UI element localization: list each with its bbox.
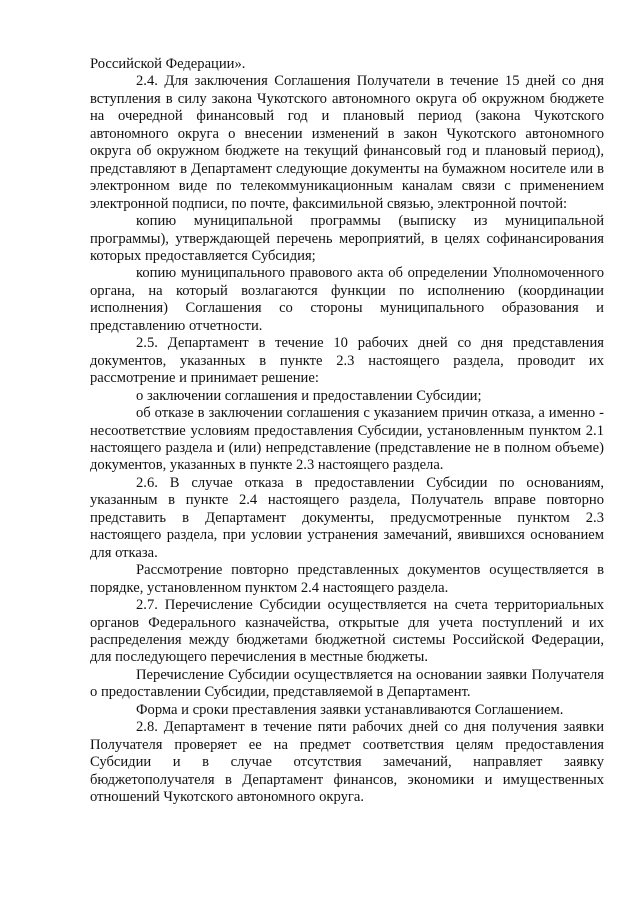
paragraph-program-copy: копию муниципальной программы (выписку из муниципальной программы), утверждающей перечень мероприятий, в целях софинансирования которых предоставляется Субсидия; xyxy=(90,213,604,264)
paragraph-2-5: 2.5. Департамент в течение 10 рабочих дней со дня представления документов, указанных в пункте 2.3 настоящего раздела, проводит их рассмотрение и принимает решение: xyxy=(90,335,604,387)
paragraph-continuation: Российской Федерации». xyxy=(90,56,246,72)
paragraph-decision-refuse: об отказе в заключении соглашения с указанием причин отказа, а именно - несоответствие условиям предоставления Субсидии, установленным пунктом 2.1 настоящего раздела и (или) непредставление (представление не в полном объеме) документов, указанных в пункте 2.3 настоящего раздела. xyxy=(90,405,604,474)
paragraph-request-form: Форма и сроки преставления заявки устанавливаются Соглашением. xyxy=(136,701,564,718)
paragraph-decision-approve: о заключении соглашения и предоставлении Субсидии; xyxy=(136,387,482,404)
paragraph-2-7: 2.7. Перечисление Субсидии осуществляется на счета территориальных органов Федерального казначейства, открытые для учета поступлений и их распределения между бюджетами бюджетной системы Российской Федерации, для последующего перечисления в местные бюджеты. xyxy=(90,597,604,666)
paragraph-2-8: 2.8. Департамент в течение пяти рабочих дней со дня получения заявки Получателя проверяет ее на предмет соответствия целям предоставления Субсидии и в случае отсутствия замечаний, направляет заявку бюджетополучателя в Департамент финансов, экономики и имущественных отношений Чукотского автономного округа. xyxy=(90,719,604,806)
paragraph-transfer-request: Перечисление Субсидии осуществляется на основании заявки Получателя о предоставлении Субсидии, представляемой в Департамент. xyxy=(90,666,604,701)
paragraph-legal-act-copy: копию муниципального правового акта об определении Уполномоченного органа, на который возлагаются функции по исполнению (координации исполнения) Соглашения со стороны муниципального образования и представлению отчетности. xyxy=(90,265,604,334)
document-page xyxy=(90,56,604,806)
paragraph-resubmission: Рассмотрение повторно представленных документов осуществляется в порядке, установленном пунктом 2.4 настоящего раздела. xyxy=(90,562,604,596)
paragraph-2-4: 2.4. Для заключения Соглашения Получатели в течение 15 дней со дня вступления в силу закона Чукотского автономного округа об окружном бюджете на очередной финансовый год и плановый период (закона Чукотского автономного округа о внесении изменений в закон Чукотского автономного округа об окружном бюджете на текущий финансовый год и плановый период), представляют в Департамент следующие документы на бумажном носителе или в электронном виде по телекоммуникационным каналам связи с применением электронной подписи, по почте, факсимильной связью, электронной почтой: xyxy=(90,73,604,212)
paragraph-2-6: 2.6. В случае отказа в предоставлении Субсидии по основаниям, указанным в пункте 2.4 настоящего раздела, Получатель вправе повторно представить в Департамент документы, предусмотренные пунктом 2.3 настоящего раздела, при условии устранения замечаний, явившихся основанием для отказа. xyxy=(90,474,604,561)
